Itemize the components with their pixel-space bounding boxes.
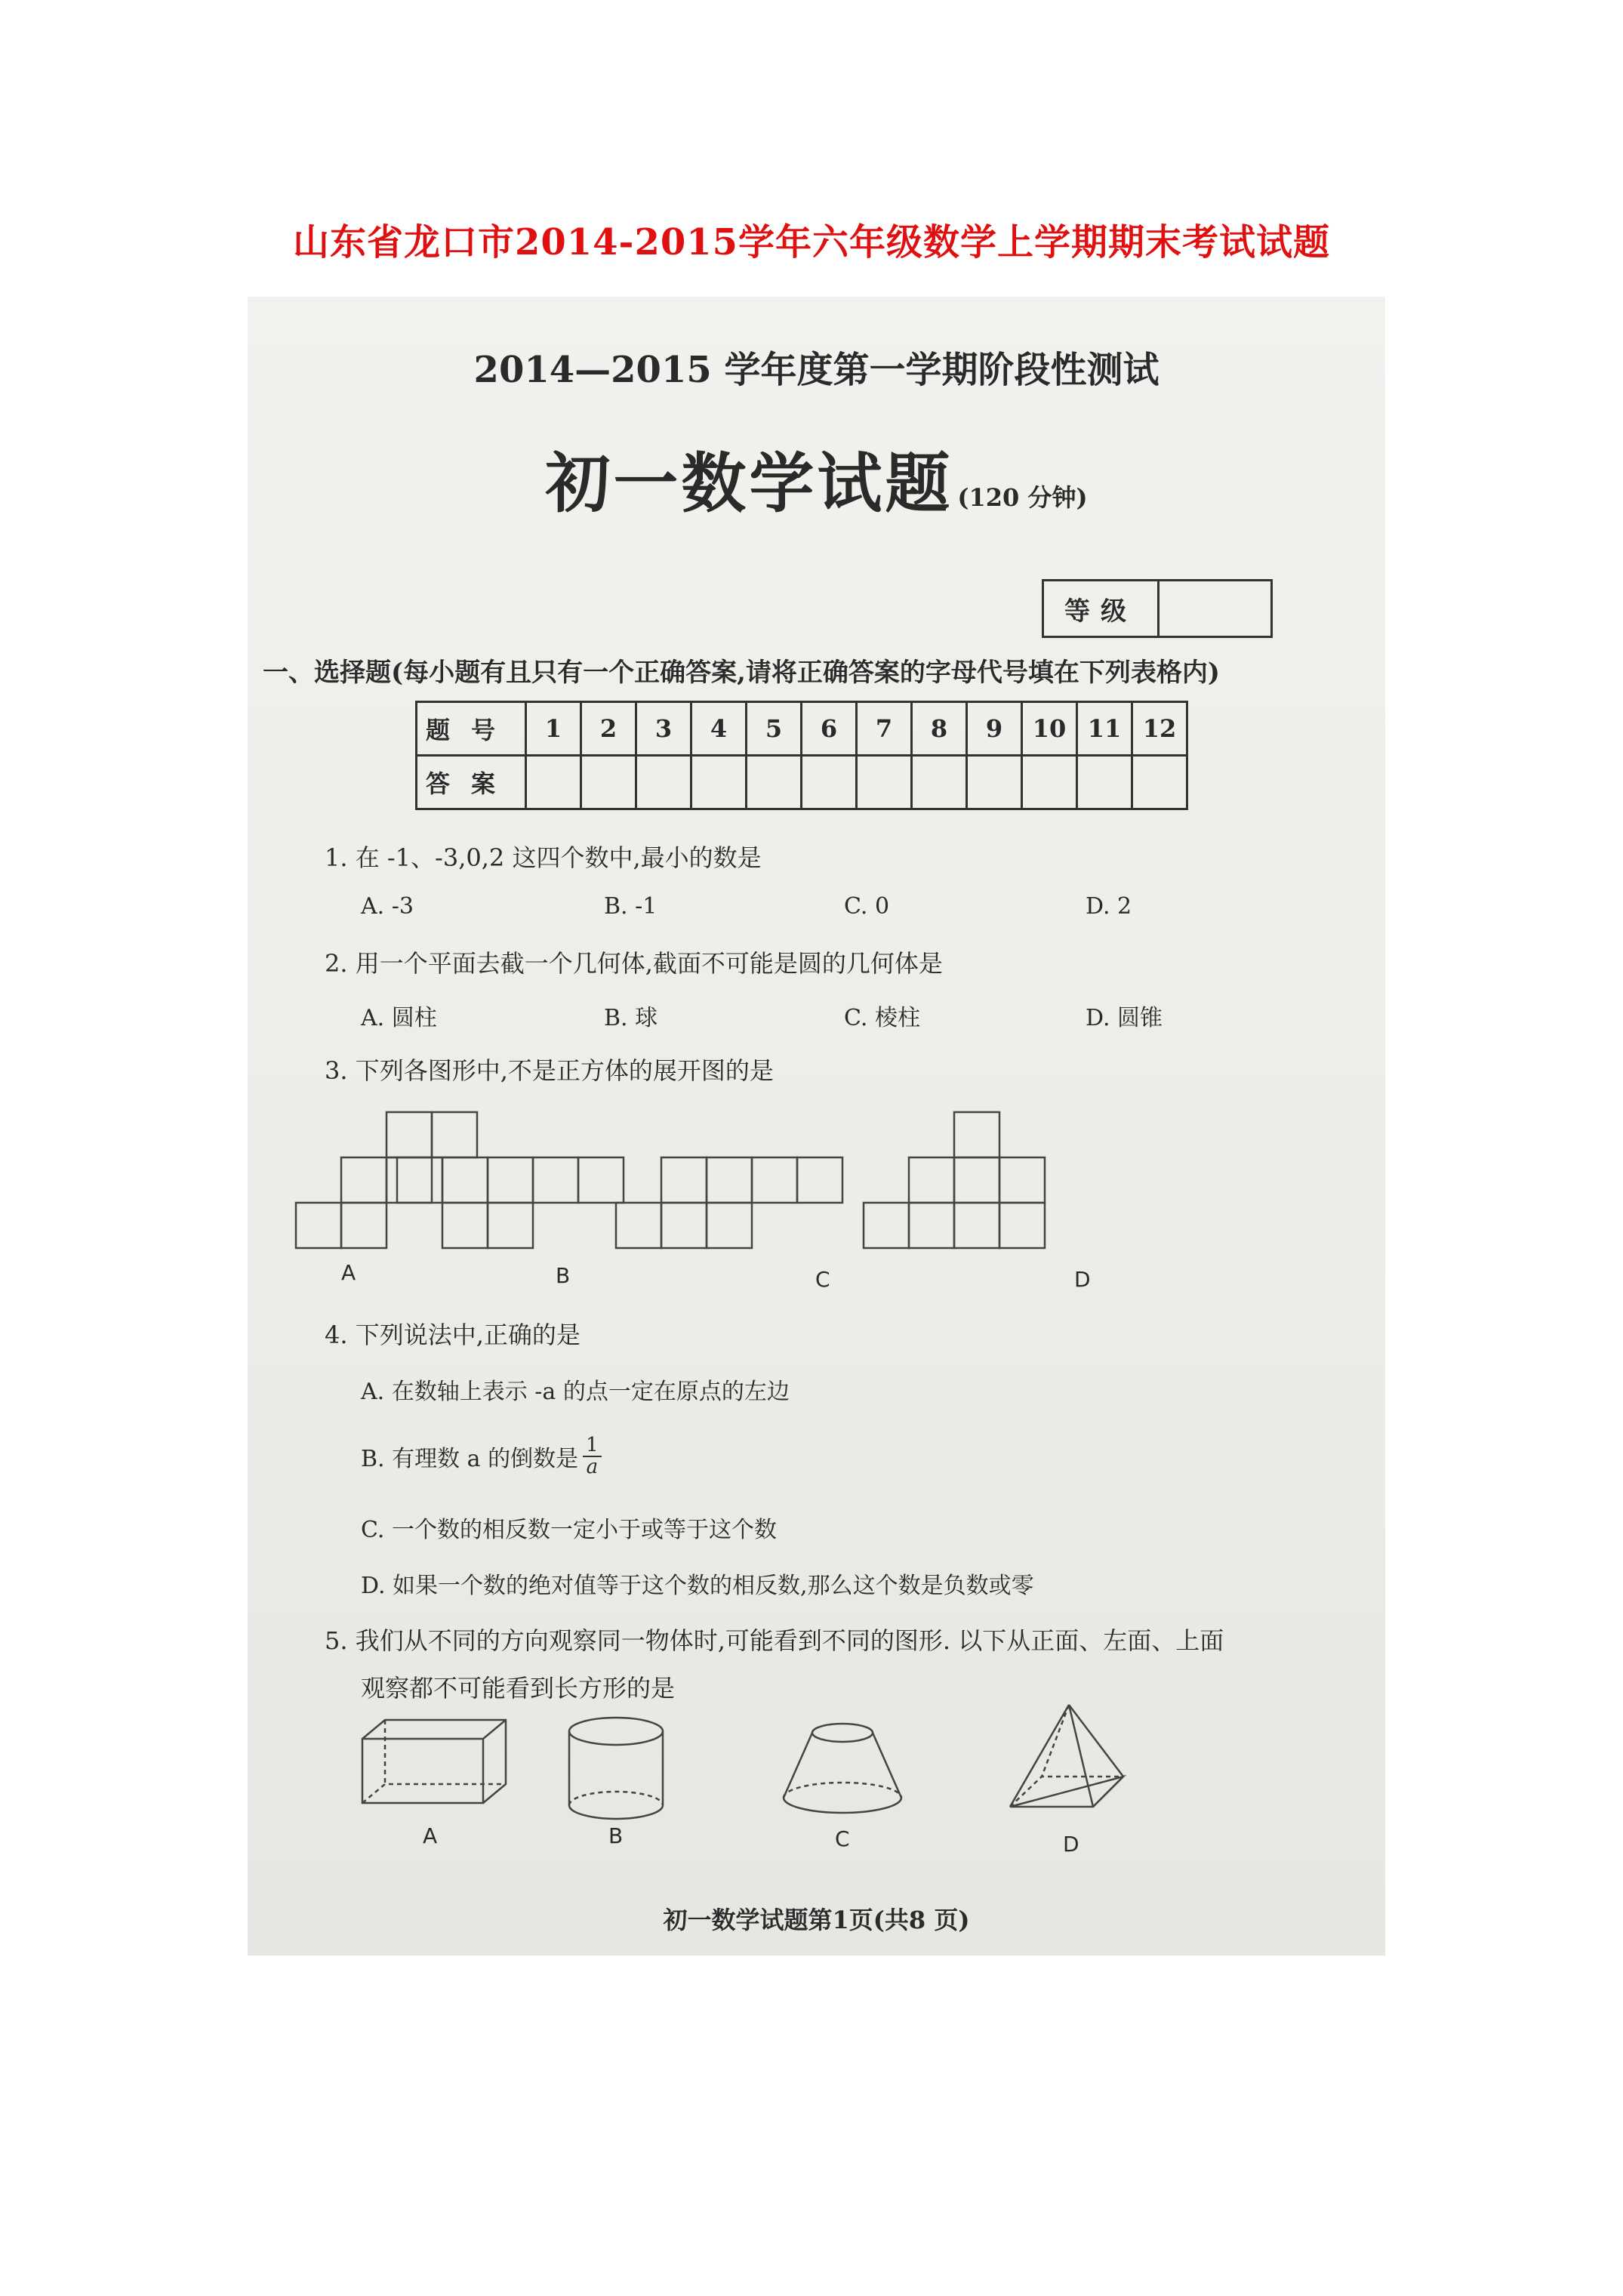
cuboid-shape bbox=[362, 1720, 506, 1803]
grade-value bbox=[1160, 581, 1270, 636]
question-number-cell: 7 bbox=[857, 702, 912, 756]
question-number-cell: 5 bbox=[747, 702, 802, 756]
question-2-option-a: A. 圆柱 bbox=[361, 1005, 437, 1031]
fraction-denominator: a bbox=[586, 1456, 599, 1479]
grade-label: 等级 bbox=[1044, 581, 1160, 636]
answer-cell bbox=[691, 756, 747, 809]
cube-net-c bbox=[616, 1157, 842, 1248]
grade-box bbox=[1042, 579, 1273, 638]
answer-cell bbox=[636, 756, 691, 809]
answer-table bbox=[415, 701, 1188, 810]
question-3-caption-b: B bbox=[556, 1263, 571, 1288]
question-4-text: 4. 下列说法中,正确的是 bbox=[325, 1321, 581, 1349]
question-number-cell: 1 bbox=[526, 702, 581, 756]
question-4-option-b-text: B. 有理数 a 的倒数是 bbox=[361, 1446, 579, 1473]
exam-header: 2014—2015 学年度第一学期阶段性测试 bbox=[473, 349, 1160, 391]
question-3-caption-a: A bbox=[341, 1260, 356, 1285]
cube-net-a bbox=[296, 1112, 477, 1248]
question-number-cell: 6 bbox=[802, 702, 857, 756]
question-1-option-d: D. 2 bbox=[1086, 893, 1132, 920]
answer-cell bbox=[912, 756, 967, 809]
question-4-option-c: C. 一个数的相反数一定小于或等于这个数 bbox=[361, 1517, 777, 1543]
frustum-shape bbox=[784, 1724, 901, 1813]
question-number-cell: 12 bbox=[1132, 702, 1187, 756]
question-5-caption-d: D bbox=[1063, 1832, 1079, 1857]
question-number-cell: 8 bbox=[912, 702, 967, 756]
answer-table-header-answer: 答案 bbox=[417, 756, 526, 809]
exam-duration: (120 分钟) bbox=[957, 483, 1088, 512]
question-5-caption-a: A bbox=[423, 1823, 438, 1848]
answer-cell bbox=[1022, 756, 1077, 809]
answer-cell bbox=[747, 756, 802, 809]
cylinder-shape bbox=[569, 1718, 663, 1819]
question-number-cell: 9 bbox=[967, 702, 1022, 756]
question-3-caption-c: C bbox=[815, 1267, 830, 1292]
answer-cell bbox=[1077, 756, 1132, 809]
section-heading: 一、选择题(每小题有且只有一个正确答案,请将正确答案的字母代号填在下列表格内) bbox=[263, 658, 1221, 688]
question-3-text: 3. 下列各图形中,不是正方体的展开图的是 bbox=[325, 1056, 774, 1085]
question-number-cell: 11 bbox=[1077, 702, 1132, 756]
answer-table-row-numbers bbox=[417, 702, 1187, 756]
answer-cell bbox=[1132, 756, 1187, 809]
question-1-text: 1. 在 -1、-3,0,2 这四个数中,最小的数是 bbox=[325, 843, 762, 872]
question-4-option-a: A. 在数轴上表示 -a 的点一定在原点的左边 bbox=[361, 1379, 790, 1405]
solids-figure bbox=[248, 1701, 1385, 1875]
question-1-option-b: B. -1 bbox=[604, 893, 658, 920]
question-5-text-line-1: 5. 我们从不同的方向观察同一物体时,可能看到不同的图形. 以下从正面、左面、上面 bbox=[325, 1626, 1224, 1655]
question-number-cell: 4 bbox=[691, 702, 747, 756]
answer-table-header-number: 题号 bbox=[417, 702, 526, 756]
exam-title-row bbox=[248, 431, 1385, 525]
question-4-option-d: D. 如果一个数的绝对值等于这个数的相反数,那么这个数是负数或零 bbox=[361, 1573, 1034, 1599]
question-number-cell: 10 bbox=[1022, 702, 1077, 756]
question-number-cell: 3 bbox=[636, 702, 691, 756]
question-2-text: 2. 用一个平面去截一个几何体,截面不可能是圆的几何体是 bbox=[325, 949, 943, 978]
question-3-caption-d: D bbox=[1074, 1267, 1091, 1292]
question-2-option-d: D. 圆锥 bbox=[1086, 1005, 1163, 1031]
answer-cell bbox=[857, 756, 912, 809]
pyramid-shape bbox=[1010, 1705, 1123, 1807]
document-title: 山东省龙口市2014-2015学年六年级数学上学期期末考试试题 bbox=[292, 221, 1331, 264]
question-5-text-line-2: 观察都不可能看到长方形的是 bbox=[361, 1674, 676, 1703]
question-2-option-c: C. 棱柱 bbox=[844, 1005, 920, 1031]
answer-table-row-answers bbox=[417, 756, 1187, 809]
question-1-option-c: C. 0 bbox=[844, 893, 890, 920]
question-number-cell: 2 bbox=[581, 702, 636, 756]
exam-title: 初一数学试题 bbox=[545, 445, 953, 522]
question-4-option-b bbox=[361, 1435, 602, 1478]
answer-cell bbox=[581, 756, 636, 809]
question-5-caption-c: C bbox=[835, 1826, 850, 1851]
fraction-one-over-a bbox=[583, 1435, 602, 1478]
question-2-option-b: B. 球 bbox=[604, 1005, 658, 1031]
page-footer: 初一数学试题第1页(共8 页) bbox=[663, 1906, 970, 1934]
answer-cell bbox=[526, 756, 581, 809]
answer-cell bbox=[802, 756, 857, 809]
fraction-numerator: 1 bbox=[583, 1435, 602, 1457]
scanned-exam-page bbox=[248, 297, 1385, 1955]
cube-net-d bbox=[864, 1112, 1045, 1248]
question-1-option-a: A. -3 bbox=[361, 893, 414, 920]
question-5-caption-b: B bbox=[608, 1823, 624, 1848]
answer-cell bbox=[967, 756, 1022, 809]
